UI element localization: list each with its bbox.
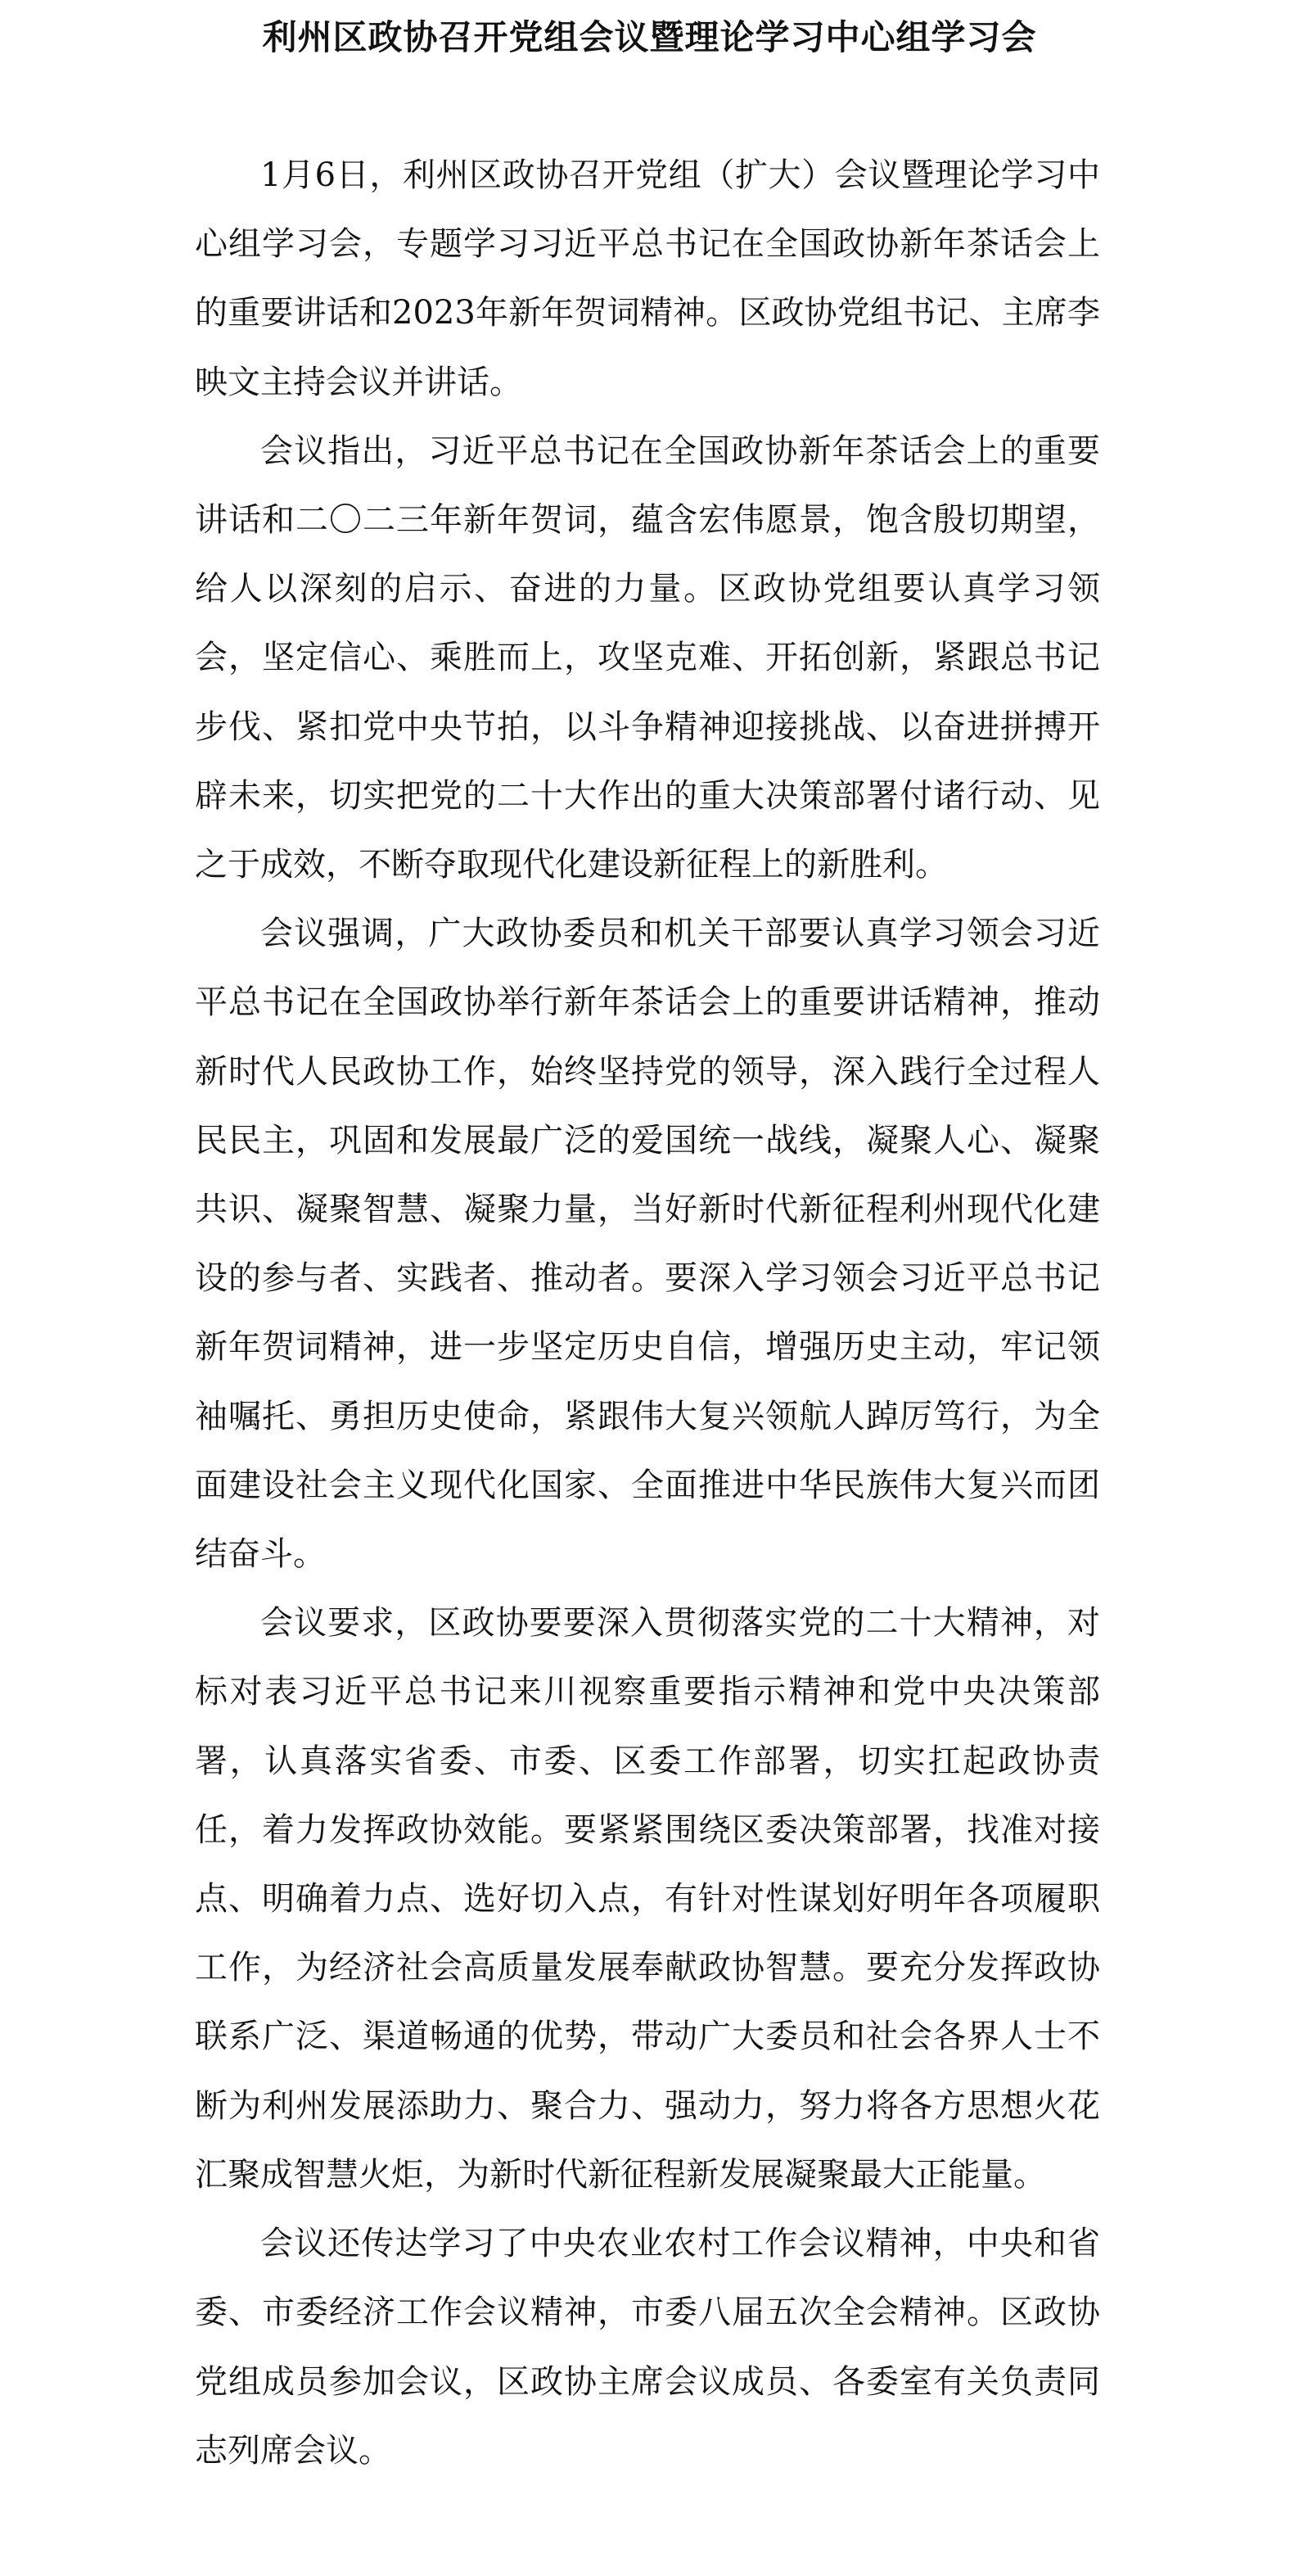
paragraph-1: 1月6日，利州区政协召开党组（扩大）会议暨理论学习中心组学习会，专题学习习近平总书记在全国政协新年茶话会上的重要讲话和2023年新年贺词精神。区政协党组书记、主席李映文主持会议并讲话。 xyxy=(195,156,1100,401)
paragraph-4: 会议要求，区政协要要深入贯彻落实党的二十大精神，对标对表习近平总书记来川视察重要指示精神和党中央决策部署，认真落实省委、市委、区委工作部署，切实扛起政协责任，着力发挥政协效能。要紧紧围绕区委决策部署，找准对接点、明确着力点、选好切入点，有针对性谋划好明年各项履职工作，为经济社会高质量发展奉献政协智慧。要充分发挥政协联系广泛、渠道畅通的优势，带动广大委员和社会各界人士不断为利州发展添助力、聚合力、强动力，努力将各方思想火花汇聚成智慧火炬，为新时代新征程新发展凝聚最大正能量。 xyxy=(195,1604,1100,2194)
paragraph-3: 会议强调，广大政协委员和机关干部要认真学习领会习近平总书记在全国政协举行新年茶话会上的重要讲话精神，推动新时代人民政协工作，始终坚持党的领导，深入践行全过程人民民主，巩固和发展最广泛的爱国统一战线，凝聚人心、凝聚共识、凝聚智慧、凝聚力量，当好新时代新征程利州现代化建设的参与者、实践者、推动者。要深入学习领会习近平总书记新年贺词精神，进一步坚定历史自信，增强历史主动，牢记领袖嘱托、勇担历史使命，紧跟伟大复兴领航人踔厉笃行，为全面建设社会主义现代化国家、全面推进中华民族伟大复兴而团结奋斗。 xyxy=(195,915,1100,1574)
article-body xyxy=(195,141,1100,2485)
paragraph-5: 会议还传达学习了中央农业农村工作会议精神，中央和省委、市委经济工作会议精神，市委八届五次全会精神。区政协党组成员参加会议，区政协主席会议成员、各委室有关负责同志列席会议。 xyxy=(195,2225,1100,2470)
article-title: 利州区政协召开党组会议暨理论学习中心组学习会 xyxy=(262,17,1037,57)
paragraph-2: 会议指出，习近平总书记在全国政协新年茶话会上的重要讲话和二〇二三年新年贺词，蕴含宏伟愿景，饱含殷切期望，给人以深刻的启示、奋进的力量。区政协党组要认真学习领会，坚定信心、乘胜而上，攻坚克难、开拓创新，紧跟总书记步伐、紧扣党中央节拍，以斗争精神迎接挑战、以奋进拼搏开辟未来，切实把党的二十大作出的重大决策部署付诸行动、见之于成效，不断夺取现代化建设新征程上的新胜利。 xyxy=(195,432,1100,884)
